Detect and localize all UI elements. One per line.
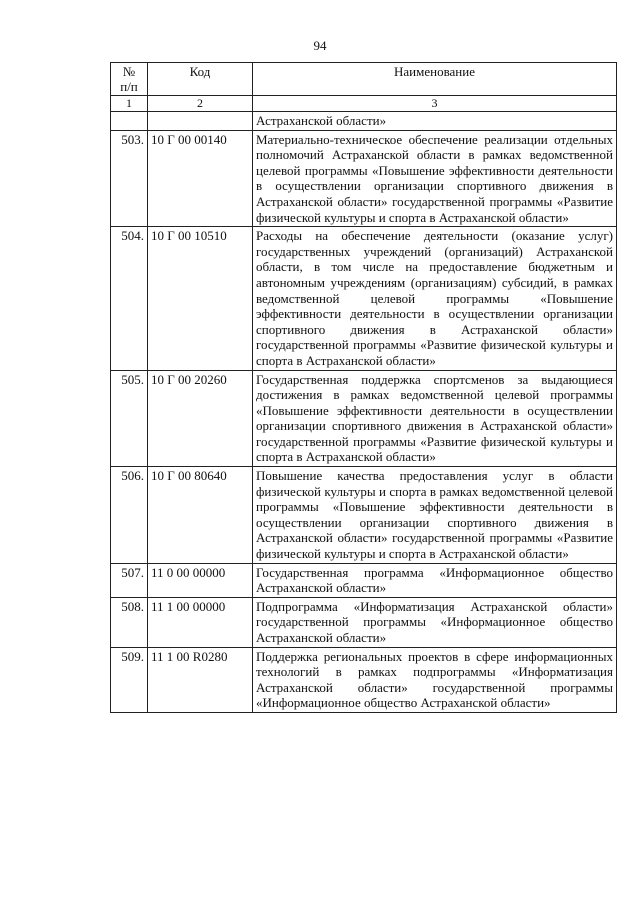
table-row xyxy=(111,370,617,467)
table-row xyxy=(111,563,617,597)
row-number: 503. xyxy=(111,130,148,227)
row-code: 11 1 00 00000 xyxy=(148,597,253,647)
row-code: 11 0 00 00000 xyxy=(148,563,253,597)
header-number-sign: № xyxy=(122,64,136,79)
table-row xyxy=(111,597,617,647)
row-number: 506. xyxy=(111,467,148,564)
row-name: Поддержка региональных проектов в сфере информационных технологий в рамках подпрограммы «Информатизация Астраханской области» государственной программы «Информационное общество Астраханской области» xyxy=(253,647,617,712)
header-number-abbr: п/п xyxy=(120,79,138,94)
column-index-1: 1 xyxy=(111,96,148,112)
continuation-num xyxy=(111,112,148,131)
row-number: 509. xyxy=(111,647,148,712)
row-number: 507. xyxy=(111,563,148,597)
row-number: 504. xyxy=(111,227,148,370)
row-name: Расходы на обеспечение деятельности (оказание услуг) государственных учреждений (организаций) Астраханской области, в том числе на предоставление бюджетным и автономным учреждениям (организациям) субсидий, в рамках ведомственной целевой программы «Повышение эффективности деятельности в осуществлении организации спортивного движения в Астраханской области» государственной программы «Развитие физической культуры и спорта в Астраханской области» xyxy=(253,227,617,370)
row-code: 11 1 00 R0280 xyxy=(148,647,253,712)
table-row xyxy=(111,647,617,712)
header-row-number xyxy=(111,63,148,96)
column-index-row xyxy=(111,96,617,112)
budget-classification-table xyxy=(110,62,617,713)
row-number: 505. xyxy=(111,370,148,467)
header-code: Код xyxy=(148,63,253,96)
table-row xyxy=(111,130,617,227)
continuation-code xyxy=(148,112,253,131)
row-code: 10 Г 00 80640 xyxy=(148,467,253,564)
row-number: 508. xyxy=(111,597,148,647)
row-code: 10 Г 00 10510 xyxy=(148,227,253,370)
row-name: Подпрограмма «Информатизация Астраханской области» государственной программы «Информационное общество Астраханской области» xyxy=(253,597,617,647)
row-code: 10 Г 00 00140 xyxy=(148,130,253,227)
table-header-row xyxy=(111,63,617,96)
table-row xyxy=(111,227,617,370)
row-name: Государственная поддержка спортсменов за выдающиеся достижения в рамках ведомственной целевой программы «Повышение эффективности деятельности в осуществлении организации спортивного движения в Астраханской области» государственной программы «Развитие физической культуры и спорта в Астраханской области» xyxy=(253,370,617,467)
page-number: 94 xyxy=(313,38,327,53)
continuation-row xyxy=(111,112,617,131)
continuation-text: Астраханской области» xyxy=(253,112,617,131)
column-index-3: 3 xyxy=(253,96,617,112)
table-row xyxy=(111,467,617,564)
column-index-2: 2 xyxy=(148,96,253,112)
row-name: Материально-техническое обеспечение реализации отдельных полномочий Астраханской области в рамках ведомственной целевой программы «Повышение эффективности деятельности в осуществлении организации спортивного движения в Астраханской области» государственной программы «Развитие физической культуры и спорта в Астраханской области» xyxy=(253,130,617,227)
row-name: Повышение качества предоставления услуг в области физической культуры и спорта в рамках ведомственной целевой программы «Повышение эффективности деятельности в осуществлении организации спортивного движения в Астраханской области» государственной программы «Развитие физической культуры и спорта в Астраханской области» xyxy=(253,467,617,564)
row-name: Государственная программа «Информационное общество Астраханской области» xyxy=(253,563,617,597)
header-name: Наименование xyxy=(253,63,617,96)
row-code: 10 Г 00 20260 xyxy=(148,370,253,467)
